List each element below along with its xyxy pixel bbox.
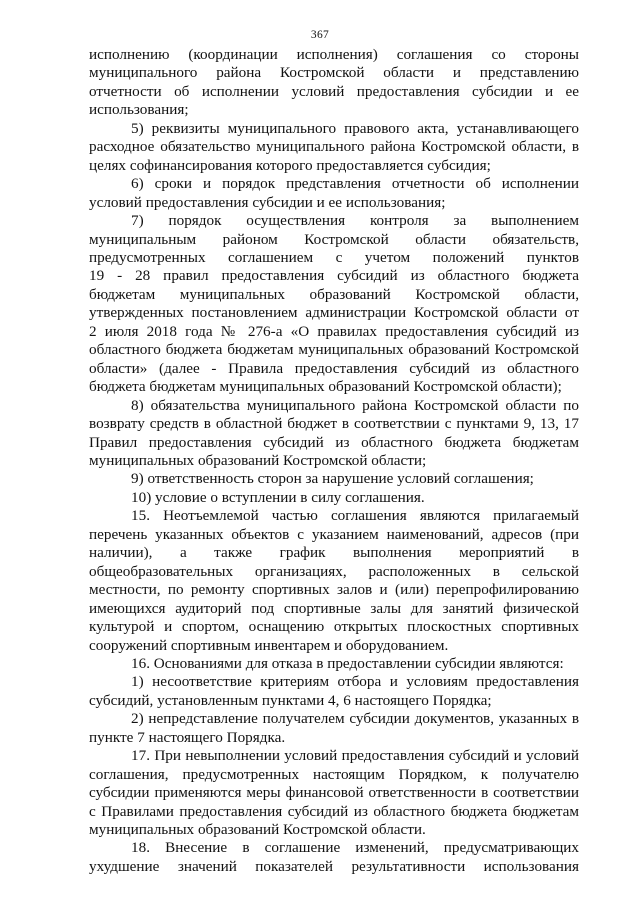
text-line: местности, по ремонту спортивных залов и (или) перепрофилированию (89, 581, 579, 599)
text-line: условий предоставления субсидии и ее использования; (89, 193, 446, 211)
text-line: общеобразовательных организациях, расположенных в сельской (89, 562, 579, 580)
text-line: возврату средств в областной бюджет в соответствии с пунктами 9, 13, 17 (89, 415, 579, 433)
text-line: муниципального района Костромской области и представлению (89, 64, 579, 82)
text-line: 7) порядок осуществления контроля за выполнением (131, 212, 579, 230)
text-line: 9) ответственность сторон за нарушение условий соглашения; (131, 470, 534, 488)
text-line: использования; (89, 101, 189, 119)
text-line: ухудшение значений показателей результативности использования (89, 857, 579, 875)
text-line: муниципальных образований Костромской области. (89, 821, 426, 839)
text-line: бюджетам муниципальных образований Костромской области, (89, 285, 579, 303)
text-line: предусмотренных соглашением с учетом положений пунктов (89, 248, 579, 266)
text-line: областного бюджета бюджетам муниципальных образований Костромской (89, 341, 579, 359)
text-line: субсидии применяются меры финансовой ответственности в соответствии (89, 784, 579, 802)
text-line: 10) условие о вступлении в силу соглашения. (131, 488, 425, 506)
text-line: 16. Основаниями для отказа в предоставлении субсидии являются: (131, 654, 564, 672)
text-line: муниципальным районом Костромской области обязательств, (89, 230, 579, 248)
text-line: культурой и спортом, оснащению открытых плоскостных спортивных (89, 618, 579, 636)
text-line: 5) реквизиты муниципального правового акта, устанавливающего (131, 119, 579, 137)
text-line: пункте 7 настоящего Порядка. (89, 728, 286, 746)
text-line: 17. При невыполнении условий предоставления субсидий и условий (131, 747, 579, 765)
text-line: исполнению (координации исполнения) соглашения со стороны (89, 46, 579, 63)
text-line: имеющихся аудиторий под спортивные залы для занятий физической (89, 599, 579, 617)
text-line: 19 - 28 правил предоставления субсидий из областного бюджета (89, 267, 579, 285)
text-line: Правил предоставления субсидий из областного бюджета бюджетам (89, 433, 579, 451)
text-line: целях софинансирования которого предоставляется субсидия; (89, 156, 491, 174)
text-line: муниципальных образований Костромской области; (89, 451, 427, 469)
page-number: 367 (310, 29, 330, 41)
text-line: 18. Внесение в соглашение изменений, предусматривающих (131, 839, 579, 857)
text-line: расходное обязательство муниципального района Костромской области, в (89, 138, 579, 156)
text-line: субсидий, установленным пунктами 4, 6 настоящего Порядка; (89, 691, 492, 709)
text-line: 2) непредставление получателем субсидии документов, указанных в (131, 710, 579, 728)
text-line: 2 июля 2018 года № 276-а «О правилах предоставления субсидий из (89, 322, 579, 340)
text-line: 6) сроки и порядок представления отчетности об исполнении (131, 175, 579, 193)
text-line: 1) несоответствие критериям отбора и условиям предоставления (131, 673, 579, 691)
text-line: наличии), а также график выполнения мероприятий в (89, 544, 579, 562)
text-line: 15. Неотъемлемой частью соглашения являются прилагаемый (131, 507, 579, 525)
text-line: отчетности об исполнении условий предоставления субсидии и ее (89, 82, 579, 100)
text-line: бюджета бюджетам муниципальных образований Костромской области); (89, 378, 562, 396)
text-line: с Правилами предоставления субсидий из областного бюджета бюджетам (89, 802, 579, 820)
text-line: соглашения, предусмотренных настоящим Порядком, к получателю (89, 765, 579, 783)
body-text (89, 46, 579, 876)
text-line: утвержденных постановлением администрации Костромской области от (89, 304, 579, 322)
text-line: 8) обязательства муниципального района Костромской области по (131, 396, 579, 414)
text-line: сооружений спортивным инвентарем и оборудованием. (89, 636, 449, 654)
text-line: области» (далее - Правила предоставления субсидий из областного (89, 359, 579, 377)
text-line: перечень указанных объектов с указанием наименований, адресов (при (89, 525, 579, 543)
